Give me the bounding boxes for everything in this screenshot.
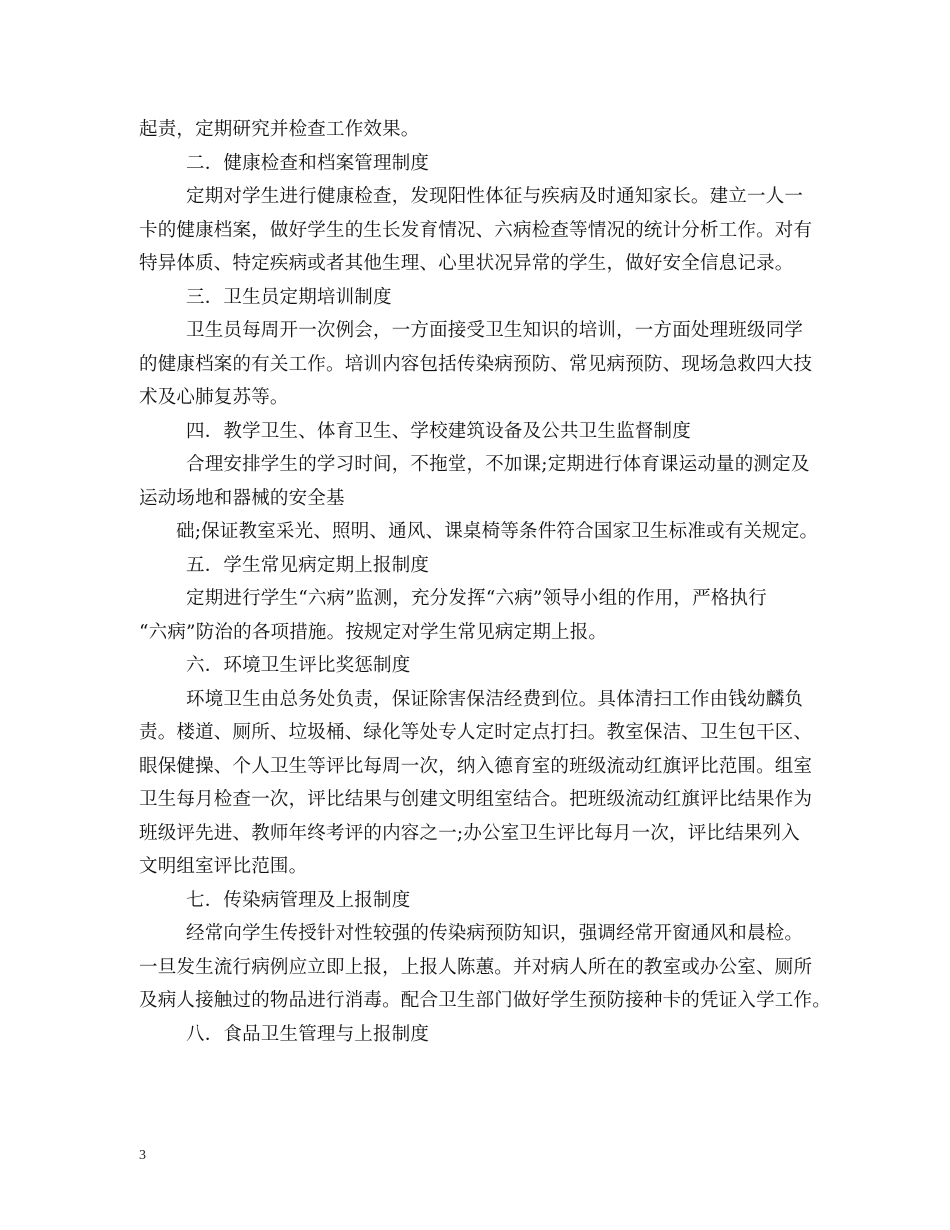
- paragraph-line: 合理安排学生的学习时间，不拖堂，不加课;定期进行体育课运动量的测定及: [186, 454, 810, 475]
- paragraph-line: 卫生每月检查一次，评比结果与创建文明组室结合。把班级流动红旗评比结果作为: [139, 789, 813, 810]
- paragraph-line: 术及心肺复苏等。: [139, 387, 289, 408]
- section-heading: 二．健康检查和档案管理制度: [186, 152, 430, 174]
- paragraph-line: 定期进行学生“六病”监测，充分发挥“六病”领导小组的作用，严格执行: [186, 588, 767, 609]
- paragraph-line: 定期对学生进行健康检查，发现阳性体征与疾病及时通知家长。建立一人一: [186, 186, 804, 207]
- section-heading: 三．卫生员定期培训制度: [186, 286, 392, 308]
- paragraph-line: 责。楼道、厕所、垃圾桶、绿化等处专人定时定点打扫。教室保洁、卫生包干区、: [139, 722, 813, 743]
- paragraph-line: 班级评先进、教师年终考评的内容之一;办公室卫生评比每月一次，评比结果列入: [139, 822, 800, 844]
- section-heading: 八．食品卫生管理与上报制度: [186, 1023, 430, 1045]
- paragraph-line: “六病”防治的各项措施。按规定对学生常见病定期上报。: [139, 621, 608, 643]
- section-heading: 六．环境卫生评比奖惩制度: [186, 655, 411, 676]
- section-heading: 四．教学卫生、体育卫生、学校建筑设备及公共卫生监督制度: [186, 420, 691, 442]
- paragraph-line: 一旦发生流行病例应立即上报，上报人陈蕙。并对病人所在的教室或办公室、厕所: [139, 956, 813, 978]
- paragraph-line: 文明组室评比范围。: [139, 856, 308, 877]
- paragraph-line: 特异体质、特定疾病或者其他生理、心里状况异常的学生，做好安全信息记录。: [139, 253, 794, 274]
- page-number: 3: [139, 1148, 146, 1163]
- section-heading: 五．学生常见病定期上报制度: [186, 554, 430, 576]
- paragraph-line: 础;保证教室采光、照明、通风、课桌椅等条件符合国家卫生标准或有关规定。: [176, 521, 819, 542]
- section-heading: 七．传染病管理及上报制度: [186, 889, 411, 911]
- document-body: [139, 113, 831, 1051]
- paragraph-line: 起责，定期研究并检查工作效果。: [139, 119, 420, 140]
- paragraph-line: 的健康档案的有关工作。培训内容包括传染病预防、常见病预防、现场急救四大技: [139, 353, 813, 375]
- paragraph-line: 及病人接触过的物品进行消毒。配合卫生部门做好学生预防接种卡的凭证入学工作。: [139, 990, 831, 1011]
- paragraph-line: 卡的健康档案，做好学生的生长发育情况、六病检查等情况的统计分析工作。对有: [139, 219, 813, 241]
- paragraph-line: 运动场地和器械的安全基: [139, 487, 345, 509]
- paragraph-line: 卫生员每周开一次例会，一方面接受卫生知识的培训，一方面处理班级同学: [186, 320, 804, 341]
- paragraph-line: 环境卫生由总务处负责，保证除害保洁经费到位。具体清扫工作由钱幼麟负: [186, 688, 804, 710]
- paragraph-line: 眼保健操、个人卫生等评比每周一次，纳入德育室的班级流动红旗评比范围。组室: [139, 755, 813, 777]
- paragraph-line: 经常向学生传授针对性较强的传染病预防知识，强调经常开窗通风和晨检。: [186, 923, 804, 944]
